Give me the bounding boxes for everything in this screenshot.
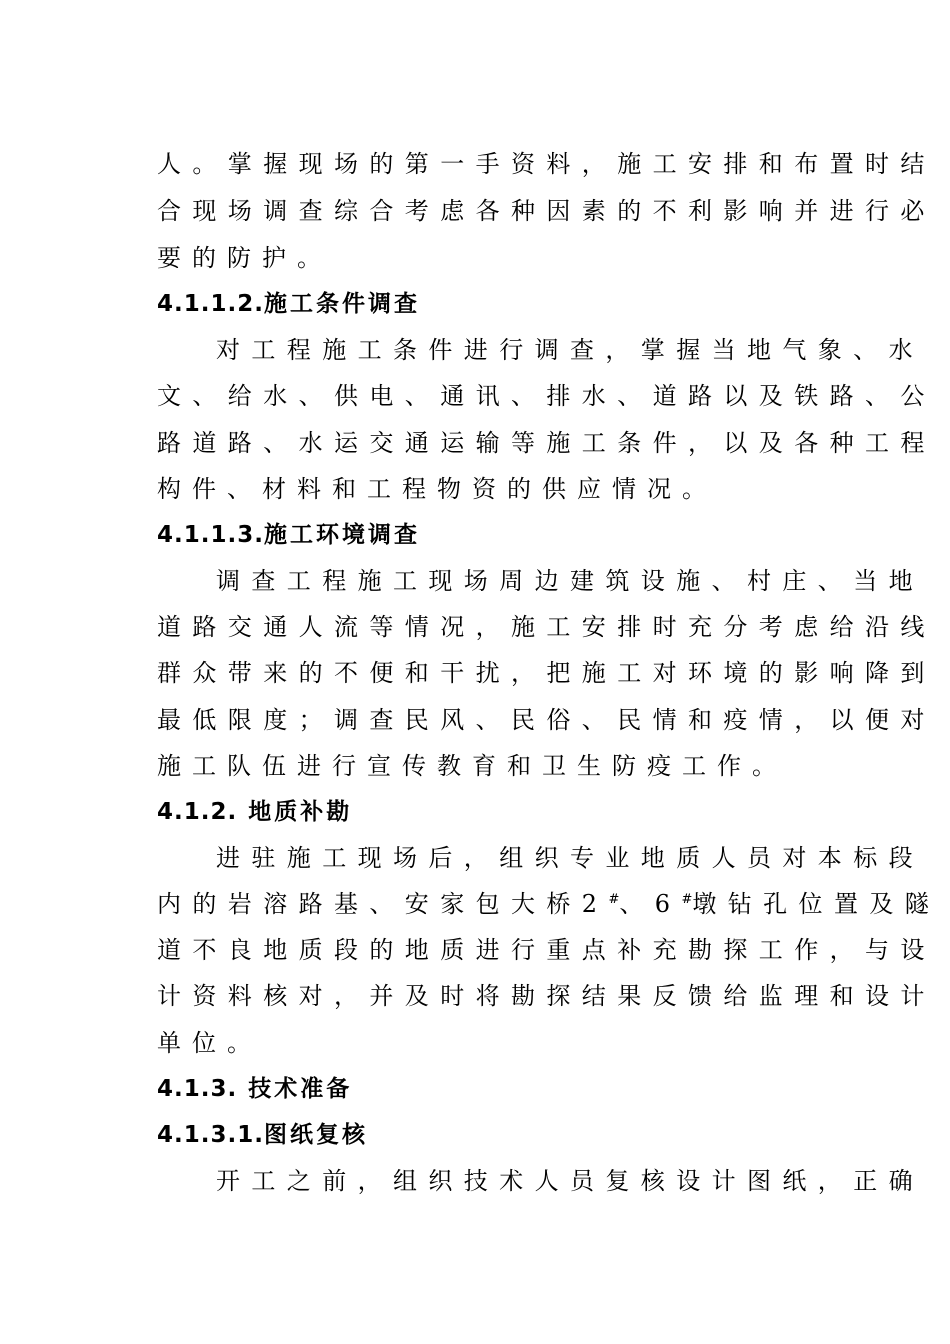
paragraph-line: 合现场调查综合考虑各种因素的不利影响并进行必 [157,197,936,225]
section-heading [157,288,837,320]
pier-number-superscript: # [681,892,693,907]
heading-title: 施工环境调查 [263,522,420,548]
paragraph-line: 施工队伍进行宣传教育和卫生防疫工作。 [157,752,787,780]
paragraph-line: 路道路、水运交通运输等施工条件，以及各种工程 [157,429,936,457]
paragraph-line: 最低限度；调查民风、民俗、民情和疫情，以便对 [157,706,936,734]
paragraph-line: 群众带来的不便和干扰，把施工对环境的影响降到 [157,659,936,687]
heading-number: 4.1.1.3. [157,522,264,548]
heading-number: 4.1.2. [157,799,238,825]
paragraph-line: 计资料核对，并及时将勘探结果反馈给监理和设计 [157,982,936,1010]
paragraph-line: 开工之前，组织技术人员复核设计图纸，正确 [216,1167,924,1195]
section-heading [157,519,837,551]
section-heading [157,1073,837,1105]
paragraph-line: 要的防护。 [157,244,332,272]
paragraph-line: 对工程施工条件进行调查，掌握当地气象、水 [216,336,924,364]
section-heading [157,1119,837,1151]
paragraph-line: 构件、材料和工程物资的供应情况。 [157,475,717,503]
heading-title: 技术准备 [248,1076,353,1102]
paragraph-line: 进驻施工现场后，组织专业地质人员对本标段 [216,844,924,872]
heading-number: 4.1.1.2. [157,291,264,317]
text-run: 墩钻孔位置及隧 [692,890,941,918]
heading-number: 4.1.3.1. [157,1122,264,1148]
paragraph-line [157,888,941,920]
paragraph-line: 文、给水、供电、通讯、排水、道路以及铁路、公 [157,382,936,410]
heading-title: 地质补勘 [248,799,353,825]
paragraph-line: 单位。 [157,1029,262,1057]
heading-title: 施工条件调查 [263,291,420,317]
paragraph-line: 人。掌握现场的第一手资料，施工安排和布置时结 [157,150,936,178]
paragraph-line: 道不良地质段的地质进行重点补充勘探工作，与设 [157,936,936,964]
paragraph-line: 道路交通人流等情况，施工安排时充分考虑给沿线 [157,613,936,641]
heading-number: 4.1.3. [157,1076,238,1102]
pier-number-superscript: # [608,892,620,907]
text-run: 内的岩溶路基、安家包大桥2 [157,890,609,918]
paragraph-line: 调查工程施工现场周边建筑设施、村庄、当地 [216,567,924,595]
text-run: 、6 [619,890,682,918]
section-heading [157,796,837,828]
heading-title: 图纸复核 [263,1122,368,1148]
